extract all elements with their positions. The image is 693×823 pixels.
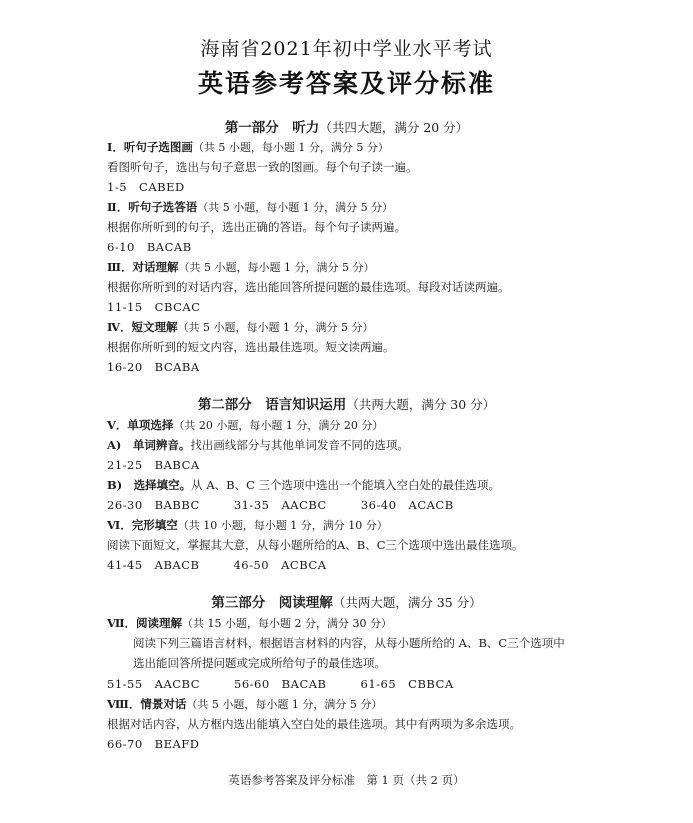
section-7-answers <box>107 676 454 692</box>
answers-26-30: 26-30 BABBC <box>107 498 200 512</box>
section-3-description: 根据你所听到的对话内容，选出能回答所提问题的最佳选项。每段对话读两遍。 <box>107 280 510 294</box>
subsection-a-answers: 21-25 BABCA <box>107 458 200 472</box>
part1-heading-text: 第一部分 听力 <box>224 120 320 136</box>
subsection-a <box>107 437 409 453</box>
section-8-answers: 66-70 BEAFD <box>107 737 200 751</box>
subsection-b-description: 从 A、B、C 三个选项中选出一个能填入空白处的最佳选项。 <box>191 478 501 492</box>
section-5-title <box>107 417 383 433</box>
section-1-title <box>107 139 389 155</box>
section-2-title <box>107 199 393 215</box>
answers-36-40: 36-40 ACACB <box>360 498 454 512</box>
section-1-description: 看图听句子，选出与句子意思一致的图画。每个句子读一遍。 <box>107 160 418 174</box>
section-7-label: Ⅶ．阅读理解 <box>107 616 183 630</box>
part3-heading <box>0 591 693 611</box>
section-1-label: Ⅰ．听句子选图画 <box>107 140 193 154</box>
answers-56-60: 56-60 BACAB <box>234 677 327 691</box>
answers-51-55: 51-55 AACBC <box>107 677 201 691</box>
section-3-note: （共 5 小题，每小题 1 分，满分 5 分） <box>178 261 375 274</box>
section-2-note: （共 5 小题，每小题 1 分，满分 5 分） <box>197 201 394 214</box>
page-footer: 英语参考答案及评分标准 第 1 页（共 2 页） <box>228 773 465 787</box>
section-6-answers <box>107 557 327 573</box>
section-8-description: 根据对话内容，从方框内选出能填入空白处的最佳选项。其中有两项为多余选项。 <box>107 717 521 731</box>
section-5-label: Ⅴ．单项选择 <box>107 418 174 432</box>
section-4-description: 根据你所听到的短文内容，选出最佳选项。短文读两遍。 <box>107 340 395 354</box>
section-8-label: Ⅷ．情景对话 <box>107 697 187 711</box>
document-title: 英语参考答案及评分标准 <box>197 69 495 98</box>
section-6-note: （共 10 小题，每小题 1 分，满分 10 分） <box>177 519 388 532</box>
exam-title: 海南省2021年初中学业水平考试 <box>200 38 493 60</box>
subsection-b <box>107 477 500 493</box>
part2-heading <box>0 393 693 413</box>
section-4-answers: 16-20 BCABA <box>107 360 200 374</box>
part3-heading-note: （共两大题，满分 35 分） <box>332 595 482 610</box>
section-4-note: （共 5 小题，每小题 1 分，满分 5 分） <box>177 321 374 334</box>
subsection-b-label: B) 选择填空。 <box>107 478 192 492</box>
answers-31-35: 31-35 AACBC <box>233 498 327 512</box>
section-1-note: （共 5 小题，每小题 1 分，满分 5 分） <box>192 141 389 154</box>
section-8-title <box>107 696 382 712</box>
part2-heading-note: （共两大题，满分 30 分） <box>346 397 496 412</box>
section-3-title <box>107 259 375 275</box>
section-4-title <box>107 319 374 335</box>
subsection-a-description: 找出画线部分与其他单词发音不同的选项。 <box>190 438 409 452</box>
part2-heading-text: 第二部分 语言知识运用 <box>197 397 347 413</box>
section-2-label: Ⅱ．听句子选答语 <box>107 200 198 214</box>
section-6-title <box>107 517 388 533</box>
part3-heading-text: 第三部分 阅读理解 <box>211 595 333 611</box>
subsection-b-answers <box>107 497 454 513</box>
section-6-label: Ⅵ．完形填空 <box>107 518 178 532</box>
section-2-answers: 6-10 BACAB <box>107 240 192 254</box>
answers-61-65: 61-65 CBBCA <box>360 677 454 691</box>
section-7-note: （共 15 小题，每小题 2 分，满分 30 分） <box>182 617 393 630</box>
section-1-answers: 1-5 CABED <box>107 180 185 194</box>
part1-heading <box>0 116 693 136</box>
section-4-label: Ⅳ．短文理解 <box>107 320 178 334</box>
subsection-a-label: A) 单词辨音。 <box>107 438 191 452</box>
answers-41-45: 41-45 ABACB <box>107 558 200 572</box>
part1-heading-note: （共四大题，满分 20 分） <box>319 120 469 135</box>
section-5-note: （共 20 小题，每小题 1 分，满分 20 分） <box>173 419 384 432</box>
section-2-description: 根据你所听到的句子，选出正确的答语。每个句子读两遍。 <box>107 220 406 234</box>
section-8-note: （共 5 小题，每小题 1 分，满分 5 分） <box>186 698 383 711</box>
section-7-title <box>107 615 392 631</box>
section-6-description: 阅读下面短文，掌握其大意，从每小题所给的A、B、C三个选项中选出最佳选项。 <box>107 538 524 552</box>
section-7-description-line2: 选出能回答所提问题或完成所给句子的最佳选项。 <box>133 656 386 670</box>
answers-46-50: 46-50 ACBCA <box>233 558 327 572</box>
section-7-description-line1: 阅读下列三篇语言材料，根据语言材料的内容，从每小题所给的 A、B、C三个选项中 <box>133 636 565 650</box>
section-3-answers: 11-15 CBCAC <box>107 300 201 314</box>
section-3-label: Ⅲ．对话理解 <box>107 260 179 274</box>
